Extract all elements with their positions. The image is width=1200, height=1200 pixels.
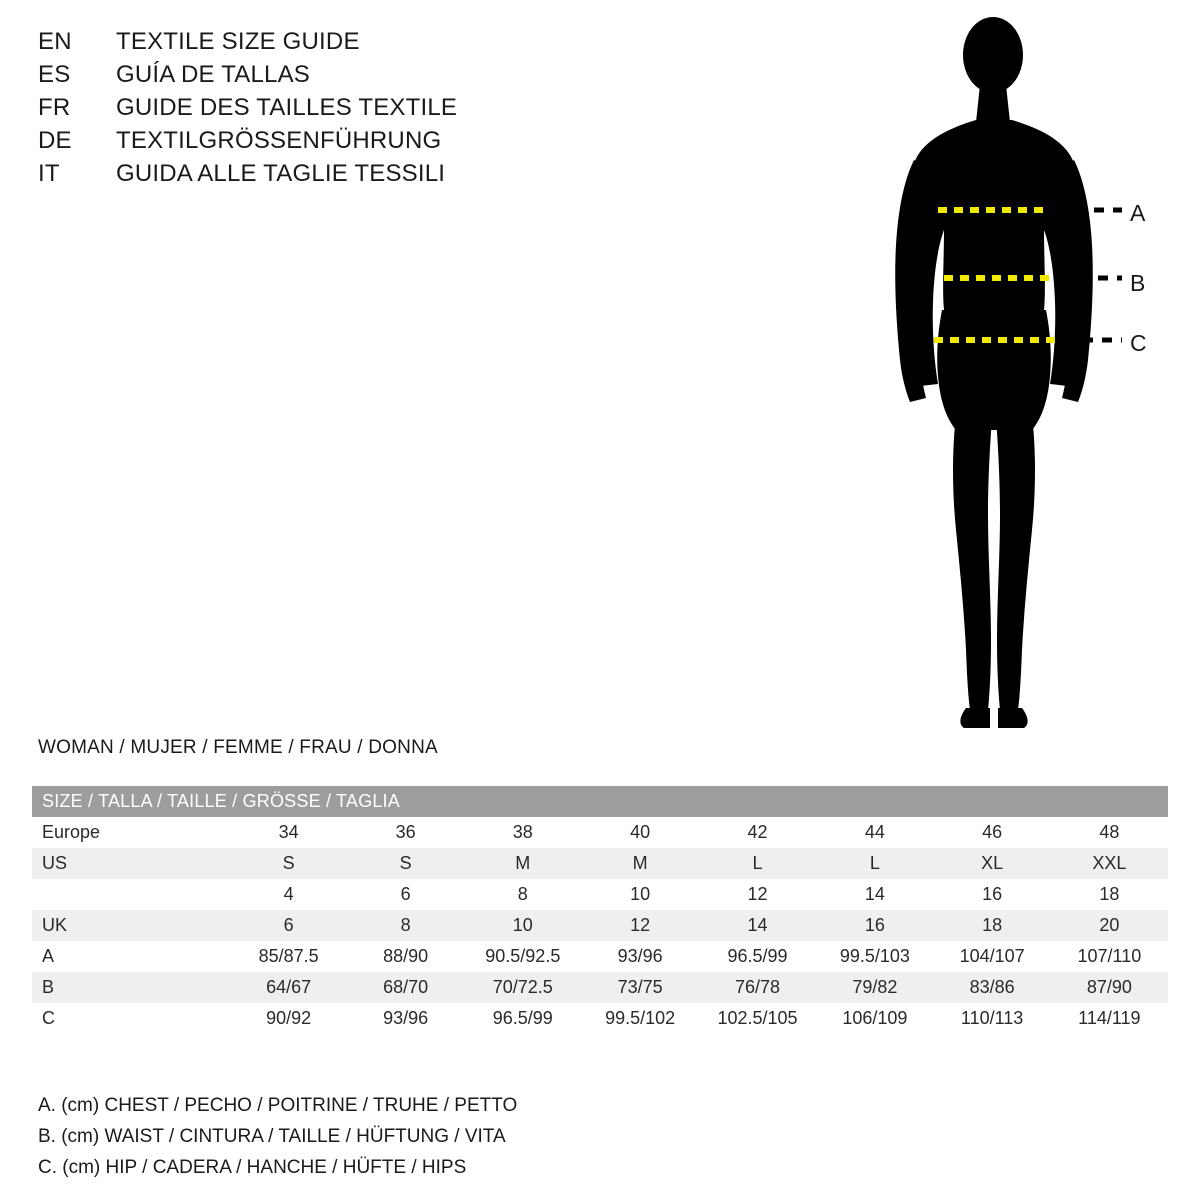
title-text-de: TEXTILGRÖSSENFÜHRUNG: [116, 127, 442, 154]
title-row-it: [38, 160, 678, 193]
table-row: [32, 1003, 1168, 1034]
size-table: [32, 786, 1168, 1034]
row-label: A: [32, 941, 230, 972]
cell: 85/87.5: [230, 941, 347, 972]
cell: 38: [464, 817, 581, 848]
cell: 102.5/105: [699, 1003, 816, 1034]
size-table-head: [32, 786, 1168, 817]
cell: S: [230, 848, 347, 879]
cell: 76/78: [699, 972, 816, 1003]
cell: 14: [699, 910, 816, 941]
cell: 110/113: [934, 1003, 1051, 1034]
cell: 73/75: [581, 972, 698, 1003]
title-text-en: TEXTILE SIZE GUIDE: [116, 28, 360, 55]
cell: 87/90: [1051, 972, 1168, 1003]
cell: 4: [230, 879, 347, 910]
cell: 6: [347, 879, 464, 910]
cell: 16: [934, 879, 1051, 910]
cell: L: [699, 848, 816, 879]
size-table-body: [32, 817, 1168, 1034]
footnote-hip: C. (cm) HIP / CADERA / HANCHE / HÜFTE / HIPS: [38, 1157, 467, 1178]
title-row-es: [38, 61, 678, 94]
row-label: US: [32, 848, 230, 879]
title-lang-de: DE: [38, 127, 72, 154]
title-row-de: [38, 127, 678, 160]
cell: 48: [1051, 817, 1168, 848]
title-lang-en: EN: [38, 28, 72, 55]
cell: 8: [464, 879, 581, 910]
title-text-fr: GUIDE DES TAILLES TEXTILE: [116, 94, 458, 121]
cell: 99.5/102: [581, 1003, 698, 1034]
measure-label-a: A: [1130, 200, 1146, 226]
title-lang-fr: FR: [38, 94, 71, 121]
cell: 40: [581, 817, 698, 848]
cell: 99.5/103: [816, 941, 933, 972]
cell: 18: [1051, 879, 1168, 910]
cell: 93/96: [347, 1003, 464, 1034]
cell: 64/67: [230, 972, 347, 1003]
table-row: [32, 972, 1168, 1003]
table-row: [32, 817, 1168, 848]
cell: 90.5/92.5: [464, 941, 581, 972]
cell: 14: [816, 879, 933, 910]
title-text-es: GUÍA DE TALLAS: [116, 61, 310, 88]
cell: 79/82: [816, 972, 933, 1003]
cell: 8: [347, 910, 464, 941]
row-label: B: [32, 972, 230, 1003]
footnote-waist: B. (cm) WAIST / CINTURA / TAILLE / HÜFTUNG / VITA: [38, 1126, 506, 1147]
cell: 44: [816, 817, 933, 848]
title-row-en: [38, 28, 678, 61]
footnote-chest: A. (cm) CHEST / PECHO / POITRINE / TRUHE / PETTO: [38, 1095, 518, 1116]
table-row: [32, 910, 1168, 941]
cell: 34: [230, 817, 347, 848]
cell: 16: [816, 910, 933, 941]
cell: 12: [699, 879, 816, 910]
table-row: [32, 879, 1168, 910]
cell: 10: [581, 879, 698, 910]
title-lang-it: IT: [38, 160, 60, 187]
cell: M: [464, 848, 581, 879]
table-row: [32, 941, 1168, 972]
cell: L: [816, 848, 933, 879]
row-label: [32, 879, 230, 910]
cell: 42: [699, 817, 816, 848]
row-label: Europe: [32, 817, 230, 848]
cell: 96.5/99: [699, 941, 816, 972]
cell: 70/72.5: [464, 972, 581, 1003]
row-label: C: [32, 1003, 230, 1034]
cell: 107/110: [1051, 941, 1168, 972]
cell: 12: [581, 910, 698, 941]
measure-label-b: B: [1130, 270, 1146, 296]
cell: 90/92: [230, 1003, 347, 1034]
cell: 104/107: [934, 941, 1051, 972]
row-label: UK: [32, 910, 230, 941]
title-row-fr: [38, 94, 678, 127]
size-table-header: SIZE / TALLA / TAILLE / GRÖSSE / TAGLIA: [32, 786, 1168, 817]
cell: 20: [1051, 910, 1168, 941]
cell: 96.5/99: [464, 1003, 581, 1034]
title-block: [38, 28, 678, 193]
cell: 93/96: [581, 941, 698, 972]
title-text-it: GUIDA ALLE TAGLIE TESSILI: [116, 160, 446, 187]
cell: 10: [464, 910, 581, 941]
body-figure-area: [860, 10, 1190, 750]
cell: 6: [230, 910, 347, 941]
cell: 36: [347, 817, 464, 848]
table-row: [32, 848, 1168, 879]
cell: 106/109: [816, 1003, 933, 1034]
title-lang-es: ES: [38, 61, 71, 88]
cell: 46: [934, 817, 1051, 848]
cell: 114/119: [1051, 1003, 1168, 1034]
cell: S: [347, 848, 464, 879]
cell: M: [581, 848, 698, 879]
table-header-row: [32, 786, 1168, 817]
footnotes: [38, 1090, 738, 1183]
cell: 83/86: [934, 972, 1051, 1003]
cell: 18: [934, 910, 1051, 941]
measure-label-c: C: [1130, 330, 1147, 356]
cell: 68/70: [347, 972, 464, 1003]
cell: 88/90: [347, 941, 464, 972]
cell: XL: [934, 848, 1051, 879]
cell: XXL: [1051, 848, 1168, 879]
female-body-silhouette-icon: [860, 10, 1190, 750]
section-label-woman: WOMAN / MUJER / FEMME / FRAU / DONNA: [38, 737, 438, 758]
